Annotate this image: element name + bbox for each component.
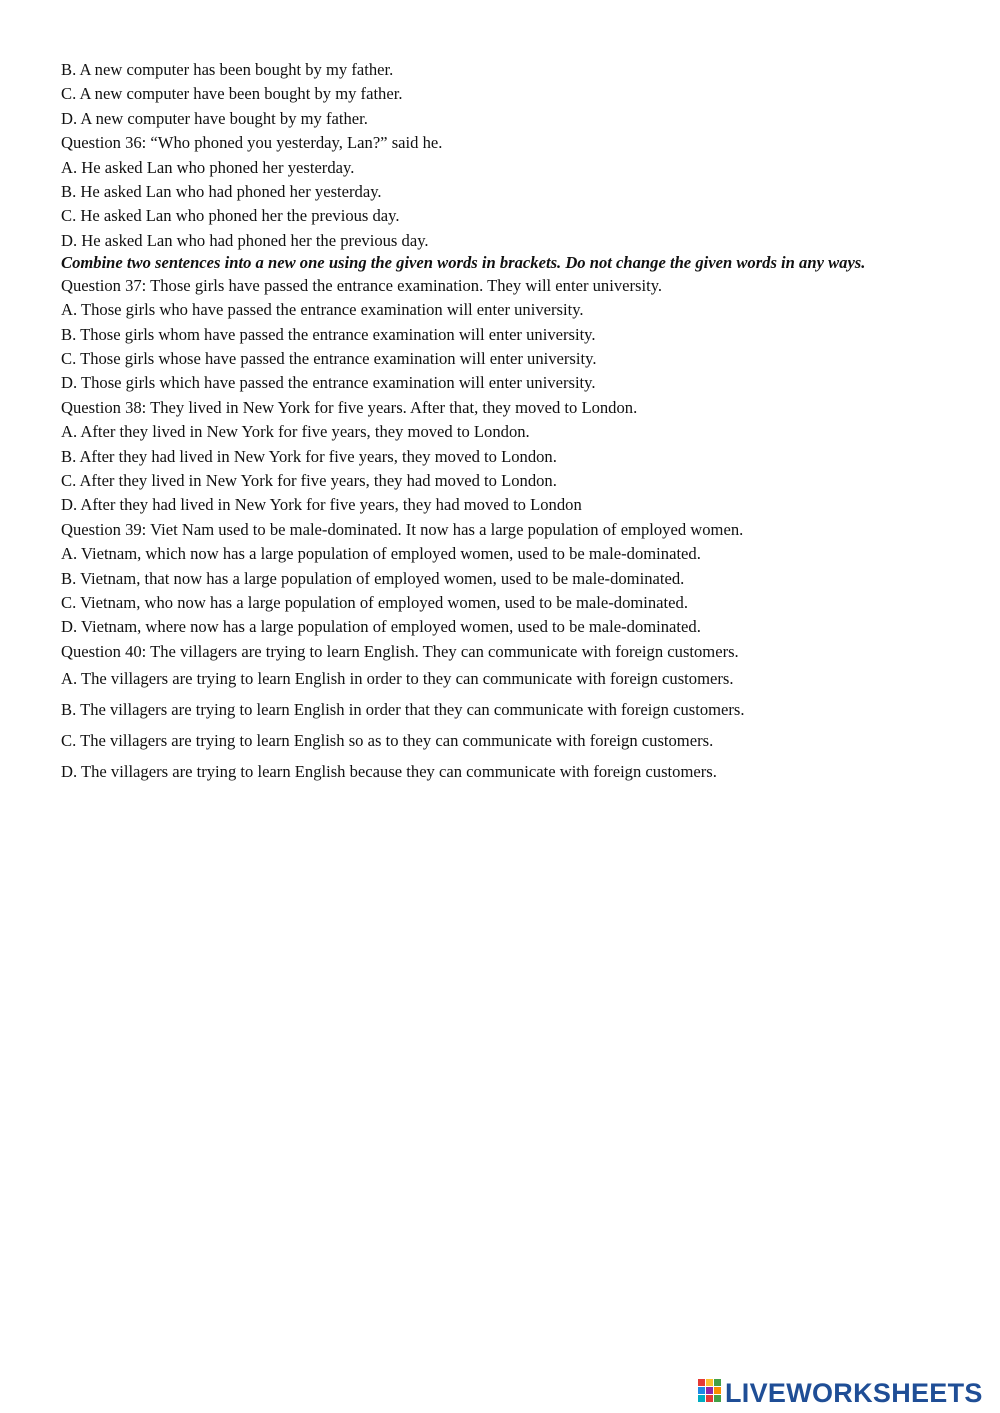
option-c-q37: C. Those girls whose have passed the entrance examination will enter university.: [61, 348, 597, 368]
option-a-q37: A. Those girls who have passed the entrance examination will enter university.: [61, 300, 584, 320]
option-b-q35: B. A new computer has been bought by my father.: [61, 60, 394, 79]
option-c-q35: C. A new computer have been bought by my father.: [61, 84, 403, 104]
section-instruction: Combine two sentences into a new one using the given words in brackets. Do not change the given words in any ways.: [61, 253, 866, 273]
option-c-q36: C. He asked Lan who phoned her the previous day.: [61, 206, 400, 226]
question-40: Question 40: The villagers are trying to learn English. They can communicate with foreign customers.: [61, 641, 739, 661]
question-36: Question 36: “Who phoned you yesterday, Lan?” said he.: [61, 133, 443, 153]
option-a-q38: A. After they lived in New York for five years, they moved to London.: [61, 422, 530, 442]
option-d-q40: D. The villagers are trying to learn English because they can communicate with foreign customers.: [61, 761, 717, 781]
option-d-q37: D. Those girls which have passed the entrance examination will enter university.: [61, 373, 596, 393]
question-37: Question 37: Those girls have passed the entrance examination. They will enter university.: [61, 275, 663, 295]
option-d-q36: D. He asked Lan who had phoned her the previous day.: [61, 230, 429, 250]
option-a-q40: A. The villagers are trying to learn English in order to they can communicate with foreign customers.: [61, 669, 734, 689]
option-c-q40: C. The villagers are trying to learn English so as to they can communicate with foreign customers.: [61, 730, 714, 750]
option-d-q39: D. Vietnam, where now has a large population of employed women, used to be male-dominated.: [61, 617, 701, 637]
worksheet-page: [61, 58, 941, 787]
watermark-text: LIVEWORKSHEETS: [725, 1378, 983, 1408]
option-b-q40: B. The villagers are trying to learn English in order that they can communicate with foreign customers.: [61, 700, 745, 720]
liveworksheets-logo-icon: [697, 1377, 723, 1409]
question-39: Question 39: Viet Nam used to be male-dominated. It now has a large population of employed women.: [61, 519, 744, 539]
option-b-q37: B. Those girls whom have passed the entrance examination will enter university.: [61, 324, 596, 344]
option-a-q36: A. He asked Lan who phoned her yesterday.: [61, 157, 355, 177]
liveworksheets-watermark: [697, 1376, 983, 1410]
option-b-q36: B. He asked Lan who had phoned her yesterday.: [61, 182, 382, 202]
option-d-q35: D. A new computer have bought by my father.: [61, 108, 368, 128]
option-c-q38: C. After they lived in New York for five years, they had moved to London.: [61, 471, 557, 490]
option-a-q39: A. Vietnam, which now has a large population of employed women, used to be male-dominated.: [61, 544, 701, 564]
option-b-q39: B. Vietnam, that now has a large population of employed women, used to be male-dominated.: [61, 568, 685, 588]
option-c-q39: C. Vietnam, who now has a large population of employed women, used to be male-dominated.: [61, 593, 688, 613]
option-b-q38: B. After they had lived in New York for five years, they moved to London.: [61, 446, 557, 466]
option-d-q38: D. After they had lived in New York for five years, they had moved to London: [61, 495, 582, 515]
question-38: Question 38: They lived in New York for five years. After that, they moved to London.: [61, 397, 638, 417]
